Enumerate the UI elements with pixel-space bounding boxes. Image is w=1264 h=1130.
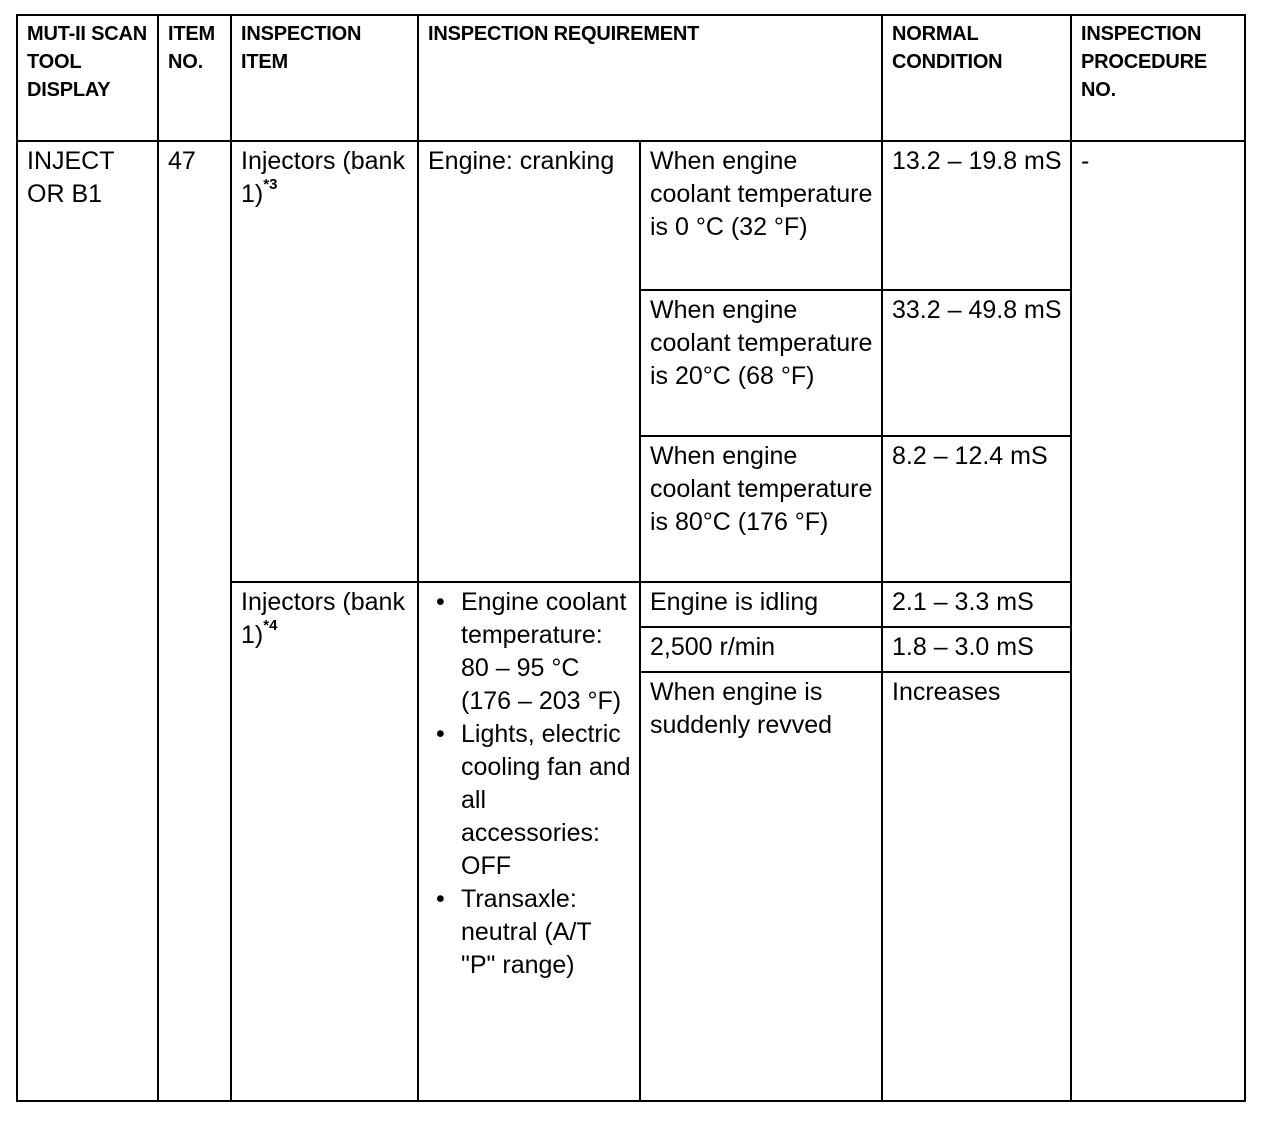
item-footnote-mark: *3 [263, 175, 278, 193]
procedure-no-cell: - [1071, 141, 1245, 1101]
inspection-table [16, 14, 1246, 1102]
header-procedure-no: INSPECTION PROCEDURE NO. [1071, 15, 1245, 141]
normal-condition-cell: 33.2 – 49.8 mS [882, 290, 1071, 436]
normal-condition-cell: 2.1 – 3.3 mS [882, 582, 1071, 627]
bullet-icon: • [436, 720, 445, 748]
condition-cell: When engine is suddenly revved [640, 672, 882, 1101]
normal-condition-cell: 1.8 – 3.0 mS [882, 627, 1071, 672]
table-row [17, 141, 1245, 290]
condition-cell: When engine coolant temperature is 20°C (68 °F) [640, 290, 882, 436]
header-item-no: ITEM NO. [158, 15, 231, 141]
list-item: • Engine coolant temperature: 80 – 95 °C (176 – 203 °F) [436, 588, 627, 715]
item-label: Injectors (bank 1) [241, 147, 405, 208]
condition-cell: Engine is idling [640, 582, 882, 627]
bullet-icon: • [436, 588, 445, 616]
item-footnote-mark: *4 [263, 616, 278, 634]
header-inspection-requirement: INSPECTION REQUIREMENT [418, 15, 882, 141]
list-item: • Lights, electric cooling fan and all accessories: OFF [436, 720, 631, 880]
scan-tool-display-cell: INJECT OR B1 [17, 141, 158, 1101]
header-normal-condition: NORMAL CONDITION [882, 15, 1071, 141]
requirement-list [428, 586, 631, 982]
inspection-item-cell [231, 141, 418, 582]
requirement-cell: Engine: cranking [418, 141, 640, 582]
header-display: MUT-II SCAN TOOL DISPLAY [17, 15, 158, 141]
bullet-icon: • [436, 885, 445, 913]
header-inspection-item: INSPECTION ITEM [231, 15, 418, 141]
requirement-cell [418, 582, 640, 1101]
item-label: Injectors (bank 1) [241, 588, 405, 649]
normal-condition-cell: 13.2 – 19.8 mS [882, 141, 1071, 290]
header-row [17, 15, 1245, 141]
normal-condition-cell: Increases [882, 672, 1071, 1101]
condition-cell: When engine coolant temperature is 80°C (176 °F) [640, 436, 882, 582]
item-no-cell: 47 [158, 141, 231, 1101]
condition-cell: 2,500 r/min [640, 627, 882, 672]
condition-cell: When engine coolant temperature is 0 °C (32 °F) [640, 141, 882, 290]
normal-condition-cell: 8.2 – 12.4 mS [882, 436, 1071, 582]
inspection-item-cell [231, 582, 418, 1101]
list-item: • Transaxle: neutral (A/T "P" range) [436, 885, 592, 979]
